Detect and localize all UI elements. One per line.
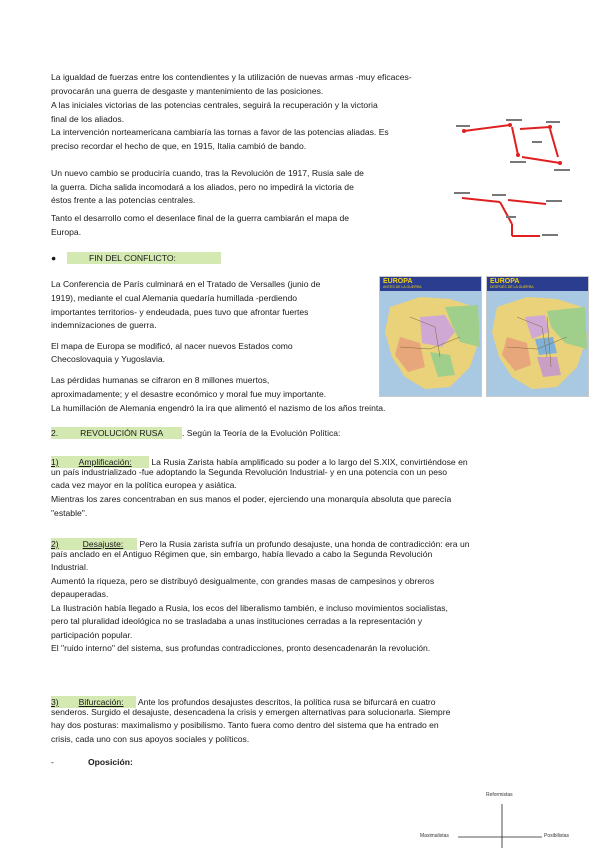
section2-number: 2. — [51, 428, 59, 438]
map-subtitle: DESPUÉS DE LA GUERRA — [490, 285, 534, 289]
text-line: depauperadas. — [51, 589, 109, 599]
section2-title: REVOLUCIÓN RUSA — [80, 428, 164, 438]
text-line: Industrial. — [51, 562, 89, 572]
text-line: final de los aliados. — [51, 114, 125, 124]
text-line: importantes territorios- y endeudada, pues tuvo que afrontar fuertes — [51, 307, 309, 317]
arrow — [520, 127, 550, 129]
text-line: La igualdad de fuerzas entre los contendientes y la utilización de nuevas armas -muy eficaces- — [51, 72, 412, 82]
text-line: Un nuevo cambio se produciría cuando, tras la Revolución de 1917, Rusia sale de — [51, 168, 364, 178]
node — [462, 129, 466, 133]
node — [516, 153, 520, 157]
text-line: La humillación de Alemania engendró la ira que alimentó el nazismo de los años treinta. — [51, 403, 386, 413]
text-line: Checoslovaquia y Yugoslavia. — [51, 354, 166, 364]
text-line: Aumentó la riqueza, pero se distribuyó desigualmente, con grandes masas de campesinos y obreros — [51, 576, 435, 586]
text-line: hay dos posturas: maximalismo y posibilismo. Tanto fuera como dentro del sistema que ha entrado en — [51, 720, 439, 730]
arrow — [500, 202, 512, 224]
node-label — [492, 194, 506, 196]
node-label — [510, 161, 526, 163]
cross-top-label: Reformistas — [486, 792, 513, 798]
node — [508, 123, 512, 127]
arrow — [550, 129, 558, 157]
node — [558, 161, 562, 165]
item-title: Desajuste: — [82, 539, 124, 549]
text-line: crisis, cada uno con sus apoyos sociales y políticos. — [51, 734, 250, 744]
text-line: Mientras los zares concentraban en sus manos el poder, ejerciendo una monarquía absoluta que parecía — [51, 494, 452, 504]
text-line: indemnizaciones de guerra. — [51, 320, 157, 330]
text-line: éstos frente a las potencias centrales. — [51, 195, 196, 205]
text-line: Las pérdidas humanas se cifraron en 8 millones muertos, — [51, 375, 270, 385]
text-line: A las iniciales victorias de las potencias centrales, seguirá la recuperación y la victoria — [51, 100, 378, 110]
fin-title: FIN DEL CONFLICTO — [89, 253, 174, 263]
text-line: senderos. Surgido el desajuste, desencadena la crisis y emergen alternativas para solucionarla. Siempre — [51, 707, 451, 717]
text-line: La Conferencia de París culminará en el Tratado de Versalles (junio de — [51, 279, 321, 289]
text-line: preciso recordar el hecho de que, en 1915, Italia cambió de bando. — [51, 141, 307, 151]
fin-title-highlight — [67, 252, 221, 264]
europe-map-after — [486, 276, 589, 397]
item-number: 3) — [51, 697, 59, 707]
item-number: 1) — [51, 457, 59, 467]
text-line: cada vez mayor en la política europea y asiática. — [51, 480, 237, 490]
alliance-diagram-bottom — [450, 190, 580, 250]
text-line: "estable". — [51, 508, 88, 518]
oposicion-label: Oposición: — [88, 757, 133, 767]
text-line: provocarán una guerra de desgaste y mantenimiento de las posiciones. — [51, 86, 324, 96]
text-line: La intervención norteamericana cambiaría las tornas a favor de las potencias aliadas. Es — [51, 127, 389, 137]
text-line: aproximadamente; y el desastre económico y moral fue muy importante. — [51, 389, 327, 399]
node-label — [542, 234, 558, 236]
cross-right-label: Posibilistas — [544, 833, 570, 839]
node-label — [546, 121, 560, 123]
text-line: La Rusia Zarista había amplificado su poder a lo largo del S.XIX, convirtiéndose en — [149, 457, 468, 467]
map-title: EUROPA — [383, 278, 413, 285]
fin-colon: : — [173, 253, 176, 263]
section2-subtitle: . Según la Teoría de la Evolución Política: — [182, 428, 341, 438]
item-title: Bifurcación: — [78, 697, 124, 707]
arrow — [512, 127, 518, 155]
node-label — [454, 192, 470, 194]
text-line: un país industrializado -fue adoptando la Segunda Revolución Industrial- y en una potencia con un peso — [51, 467, 448, 477]
dash-bullet: - — [51, 757, 54, 767]
arrow — [508, 200, 546, 204]
cross-left-label: Maximalistas — [420, 833, 449, 839]
text-line: pero tal pluralidad ideológica no se trasladaba a unas instituciones cerradas a la representación y — [51, 616, 423, 626]
europe-map-before — [379, 276, 482, 397]
arrow — [464, 125, 510, 131]
map-subtitle: ANTES DE LA GUERRA — [383, 285, 422, 289]
item-number: 2) — [51, 539, 59, 549]
text-line: Ante los profundos desajustes descritos, la política rusa se bifurcará en cuatro — [136, 697, 436, 707]
item-title: Amplificación: — [78, 457, 132, 467]
text-line: Tanto el desarrollo como el desenlace final de la guerra cambiarán el mapa de — [51, 213, 350, 223]
alliance-diagram-top — [450, 115, 580, 185]
section2-highlight — [51, 427, 182, 439]
bullet-icon: ● — [51, 253, 57, 263]
text-line: La Ilustración había llegado a Rusia, los ecos del liberalismo también, e incluso movimientos socialistas, — [51, 603, 448, 613]
text-line: Pero la Rusia zarista sufría un profundo desajuste, una honda de contradicción: era un — [137, 539, 470, 549]
text-line: El mapa de Europa se modificó, al nacer nuevos Estados como — [51, 341, 293, 351]
arrow — [462, 198, 500, 202]
text-line: la guerra. Dicha salida incomodará a los aliados, pero no impedirá la victoria de — [51, 182, 354, 192]
map-title: EUROPA — [490, 278, 520, 285]
text-line: Europa. — [51, 227, 82, 237]
text-line: El "ruido interno" del sistema, sus profundas contradicciones, pronto desencadenarán la revolución. — [51, 643, 431, 653]
node — [548, 125, 552, 129]
text-line: participación popular. — [51, 630, 133, 640]
node-label — [506, 216, 516, 218]
arrow — [522, 157, 560, 163]
text-line: país anclado en el Antiguo Régimen que, sin embargo, había llevado a cabo la Segunda Revolución — [51, 549, 433, 559]
node-label — [554, 169, 570, 171]
node-label — [506, 119, 522, 121]
text-line: 1919), mediante el cual Alemania quedaría humillada -perdiendo — [51, 293, 298, 303]
node-label — [546, 200, 562, 202]
positions-cross-diagram — [420, 790, 580, 848]
node-label — [456, 125, 470, 127]
node-label — [532, 141, 542, 143]
